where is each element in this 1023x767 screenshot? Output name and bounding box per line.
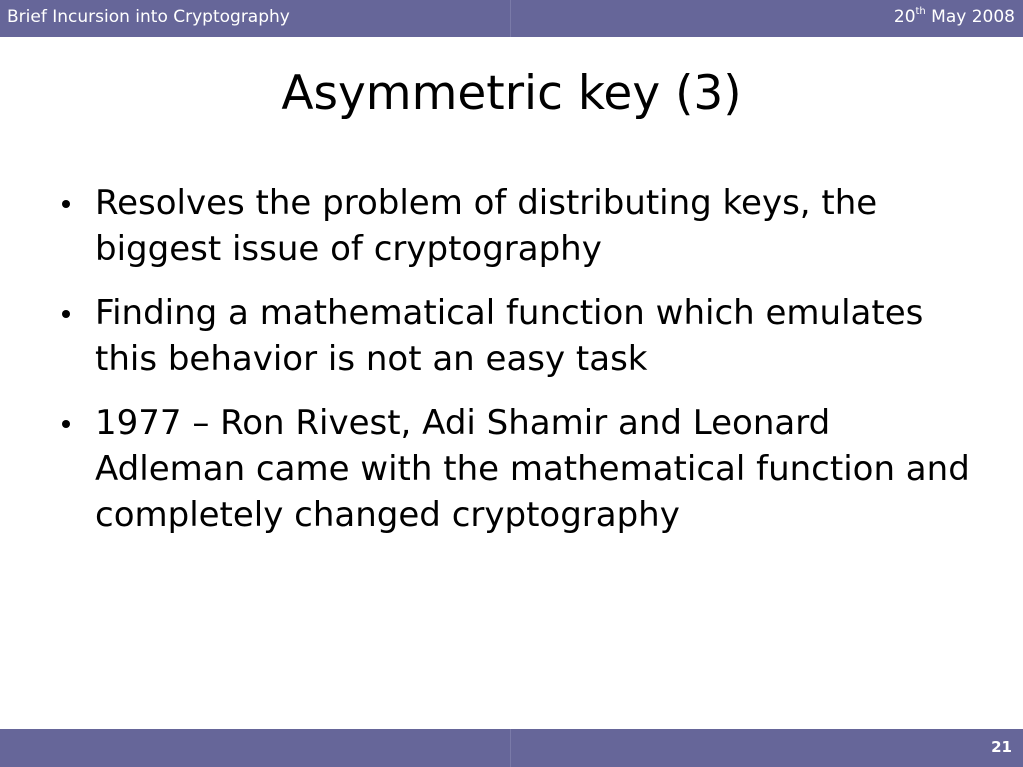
date-suffix: th	[915, 6, 926, 18]
bullet-item	[58, 400, 988, 538]
date-day: 20	[893, 7, 916, 27]
presentation-date	[894, 7, 1015, 28]
footer-divider	[510, 729, 511, 767]
bullet-text: Resolves the problem of distributing keys, the biggest issue of cryptography	[95, 183, 878, 269]
presentation-title: Brief Incursion into Cryptography	[7, 7, 290, 27]
footer-bar	[0, 729, 1023, 767]
bullet-text: 1977 – Ron Rivest, Adi Shamir and Leonard Adleman came with the mathematical function and completely changed cryptography	[95, 403, 970, 535]
bullet-list	[58, 180, 988, 556]
slide-title: Asymmetric key (3)	[281, 66, 742, 121]
bullet-text: Finding a mathematical function which emulates this behavior is not an easy task	[95, 293, 924, 379]
bullet-dot-icon	[62, 200, 70, 208]
page-number: 21	[991, 738, 1012, 756]
date-rest: May 2008	[925, 7, 1015, 27]
bullet-dot-icon	[62, 310, 70, 318]
header-bar	[0, 0, 1023, 37]
header-divider	[510, 0, 511, 37]
bullet-item	[58, 180, 988, 272]
bullet-item	[58, 290, 988, 382]
bullet-dot-icon	[62, 420, 70, 428]
